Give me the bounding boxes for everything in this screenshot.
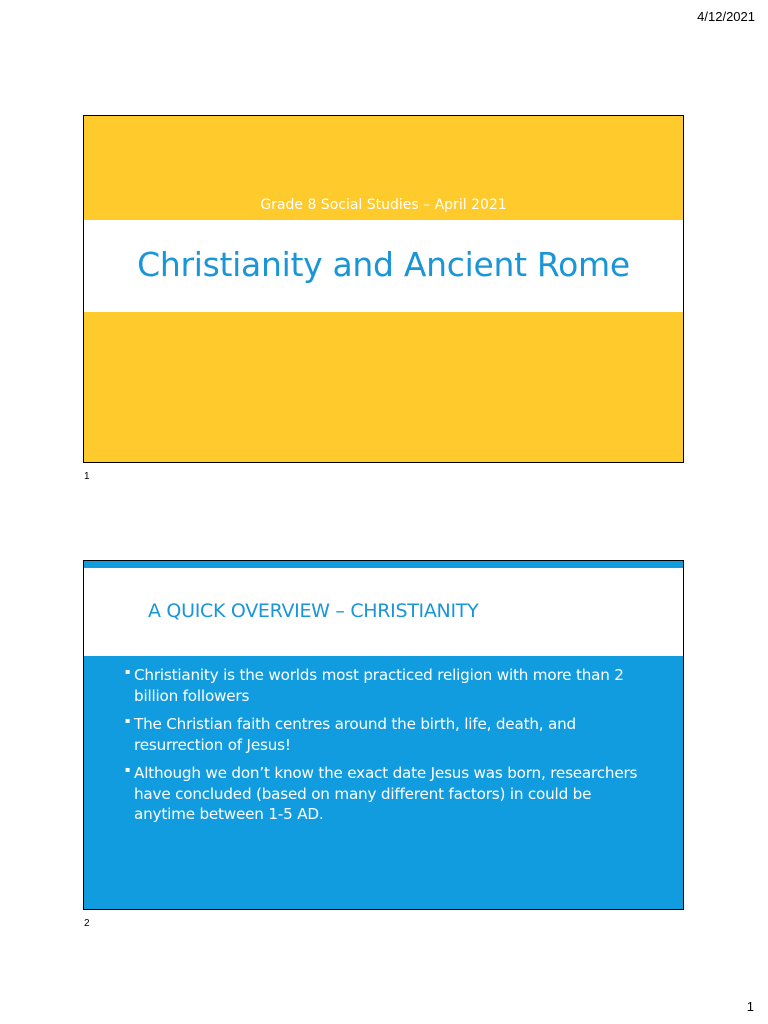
bullet-text: Although we don’t know the exact date Jesus was born, researchers have concluded (based on many different factors) in could be anytime between 1-5 AD. (134, 764, 638, 823)
slide-2 (83, 560, 684, 910)
slide-2-heading: A QUICK OVERVIEW – CHRISTIANITY (148, 600, 479, 622)
bullet-icon: ▪ (125, 716, 131, 725)
page-number: 1 (746, 999, 754, 1014)
slide-1 (83, 115, 684, 463)
bullet-text: The Christian faith centres around the birth, life, death, and resurrection of Jesus! (134, 715, 576, 754)
bullet-icon: ▪ (125, 667, 131, 676)
bullet-item (124, 665, 644, 706)
bullet-item (124, 763, 644, 825)
slide-1-title: Christianity and Ancient Rome (137, 245, 630, 284)
slide-1-number: 1 (84, 471, 90, 482)
slide-2-top-strip (84, 561, 683, 568)
page-date: 4/12/2021 (697, 9, 755, 24)
slide-1-subtitle: Grade 8 Social Studies – April 2021 (260, 197, 507, 213)
slide-2-number: 2 (84, 918, 90, 929)
bullet-icon: ▪ (125, 765, 131, 774)
bullet-text: Christianity is the worlds most practiced religion with more than 2 billion followers (134, 666, 624, 705)
slide-2-bullet-list (124, 665, 644, 833)
slide-1-title-band (84, 220, 683, 312)
slide-2-header-band (84, 568, 683, 656)
bullet-item (124, 714, 644, 755)
